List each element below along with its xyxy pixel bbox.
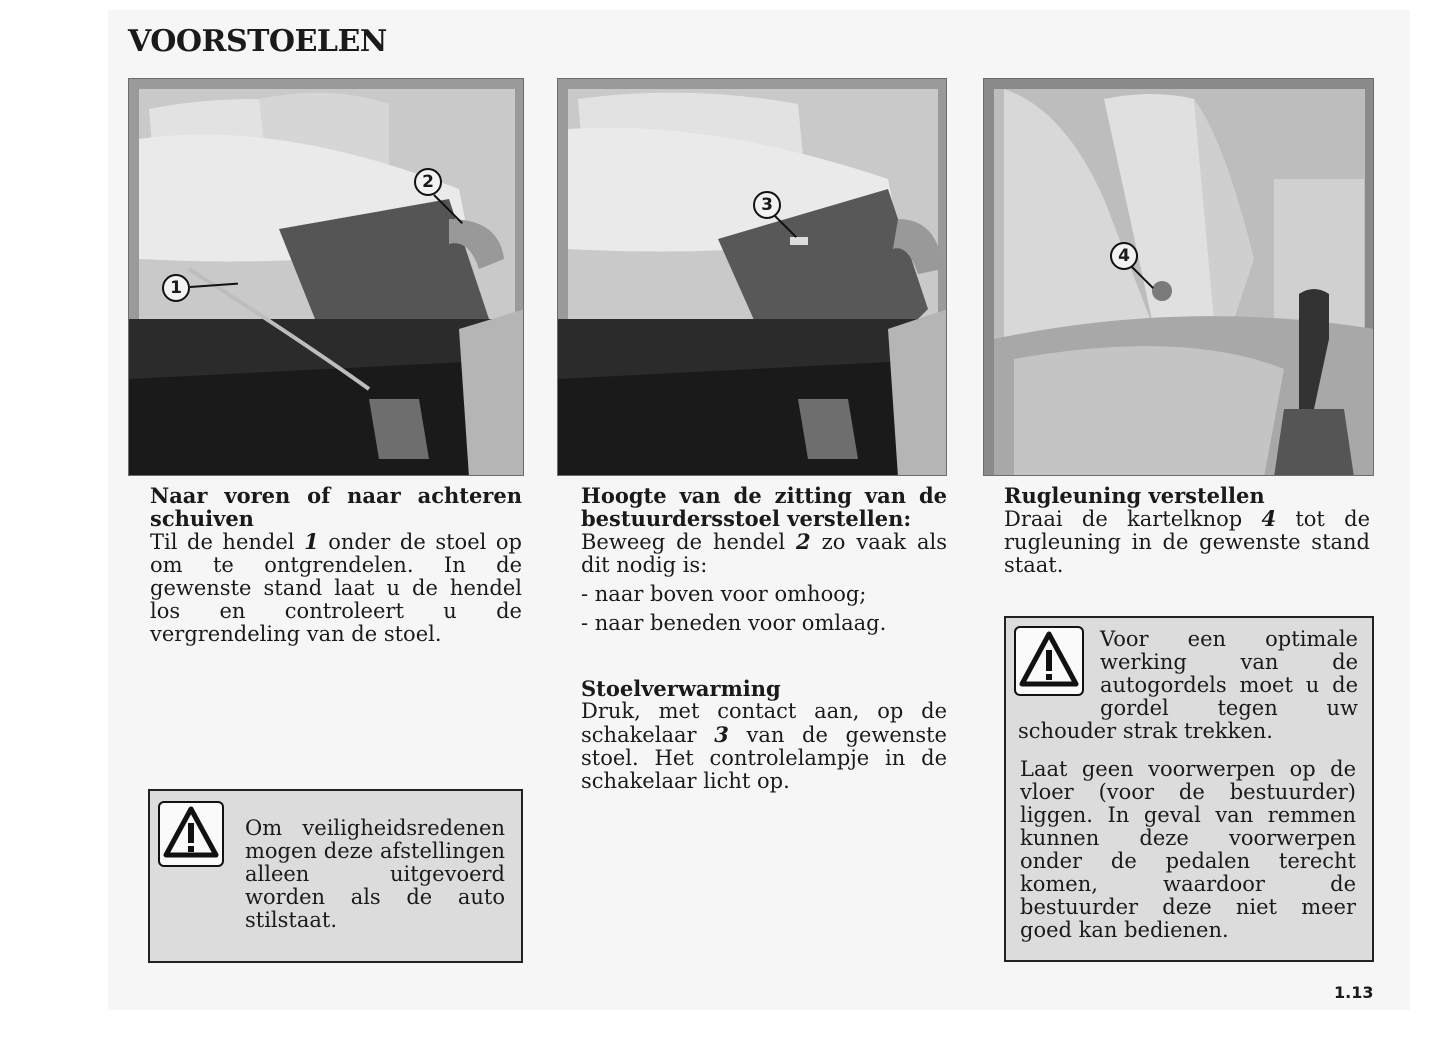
- col2-body2-after: van de gewenste stoel. Het controlelampje in de schakelaar licht op.: [581, 723, 947, 793]
- col3-body-ref: 4: [1261, 506, 1277, 531]
- col2-heading: Hoogte van de zitting van de bestuurdersstoel verstellen:: [581, 483, 947, 531]
- col1-warning-box: [148, 789, 523, 963]
- col1-body-before: Til de hendel: [150, 530, 305, 554]
- col3-warning-text1: [1018, 628, 1358, 743]
- col1-body-after: onder de stoel op om te ontgrendelen. In de gewenste stand laat u de hendel los en controleert u de vergrendeling van de stoel.: [150, 530, 522, 646]
- col3-warning-text2: Laat geen voorwerpen op de vloer (voor de bestuurder) liggen. In geval van remmen kunnen deze voorwerpen onder de pedalen terecht komen, waardoor de bestuurder deze niet meer goed kan bedienen.: [1020, 757, 1356, 942]
- col3-body-before: Draai de kartelknop: [1004, 507, 1262, 531]
- col3-warning-text1-content: Voor een optimale werking van de autogordels moet u de gordel tegen uw schouder strak trekken.: [1018, 627, 1358, 743]
- col2-text: [581, 484, 947, 793]
- photo-seat-height: [557, 78, 947, 476]
- photo-seat-slide: [128, 78, 524, 476]
- callout-3: 3: [753, 191, 781, 219]
- col2-heading2: Stoelverwarming: [581, 676, 781, 701]
- col2-body2-before: Druk, met contact aan, op de schakelaar: [581, 699, 947, 747]
- page-number: 1.13: [1334, 983, 1374, 1002]
- col3-heading: Rugleuning verstellen: [1004, 483, 1265, 508]
- page-title: VOORSTOELEN: [128, 24, 387, 59]
- col3-body-after: tot de rugleuning in de gewenste stand staat.: [1004, 507, 1370, 577]
- callout-2: 2: [414, 168, 442, 196]
- col1-heading: Naar voren of naar achteren schuiven: [150, 483, 522, 531]
- col1-warning-text: Om veiligheidsredenen mogen deze afstellingen alleen uitgevoerd worden als de auto stilstaat.: [245, 816, 505, 932]
- col2-body-after: zo vaak als dit nodig is:: [581, 530, 947, 577]
- col3-text: [1004, 484, 1370, 577]
- col1-text: [150, 484, 522, 646]
- callout-1: 1: [162, 274, 190, 302]
- col3-warning-box: [1004, 616, 1374, 962]
- backrest-illustration: [984, 79, 1374, 476]
- callout-4: 4: [1110, 242, 1138, 270]
- col1-body-ref: 1: [304, 529, 319, 554]
- photo-backrest: [983, 78, 1374, 476]
- col2-body2-ref: 3: [714, 722, 729, 747]
- seat-slide-illustration: [129, 79, 524, 476]
- seat-height-illustration: [558, 79, 947, 476]
- col2-body-ref: 2: [796, 529, 811, 554]
- col2-body-before: Beweeg de hendel: [581, 530, 797, 554]
- col2-bullet-up: - naar boven voor omhoog;: [581, 582, 867, 606]
- warning-triangle-icon: [158, 801, 224, 867]
- col2-bullet-down: - naar beneden voor omlaag.: [581, 611, 887, 635]
